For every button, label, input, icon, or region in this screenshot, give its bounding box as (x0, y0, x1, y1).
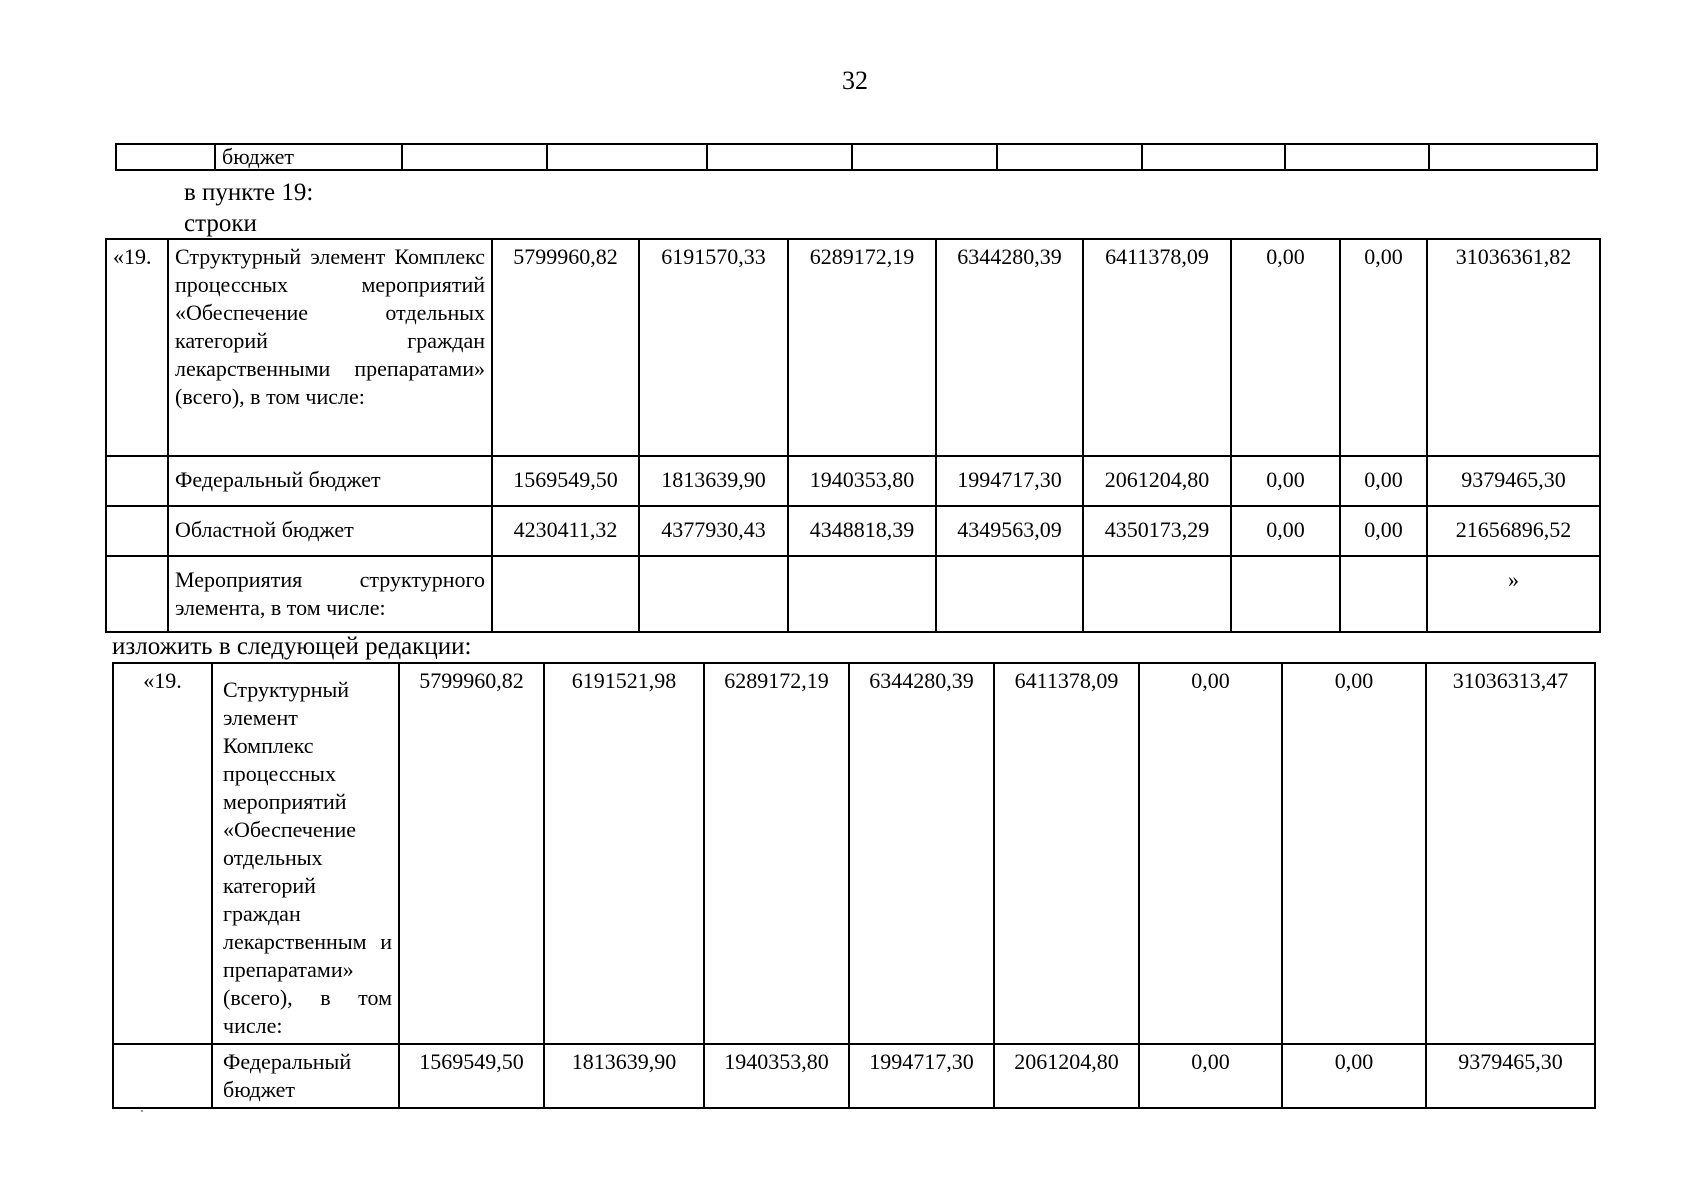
value-cell: 6289172,19 (788, 239, 936, 456)
continued-table (115, 143, 1598, 171)
value-cell: 0,00 (1340, 239, 1427, 456)
value-cell: 2061204,80 (994, 1044, 1139, 1108)
table-row (106, 556, 1600, 632)
row-number (106, 556, 168, 632)
value-cell: 4348818,39 (788, 506, 936, 556)
page-number: 32 (842, 66, 868, 95)
value-cell: 31036313,47 (1426, 663, 1595, 1044)
table-row (106, 506, 1600, 556)
table-old-version (105, 238, 1601, 633)
value-cell: 5799960,82 (399, 663, 544, 1044)
row-number (106, 506, 168, 556)
paragraph-new-edition: изложить в следующей редакции: (112, 633, 472, 660)
value-cell: 1569549,50 (492, 456, 639, 506)
value-cell (1340, 556, 1427, 632)
value-cell: 4377930,43 (639, 506, 788, 556)
row-number: «19. (113, 663, 212, 1044)
value-cell: 4230411,32 (492, 506, 639, 556)
value-cell: 9379465,30 (1427, 456, 1600, 506)
value-cell: 2061204,80 (1083, 456, 1231, 506)
row-description: Структурный элемент Комплекс процессных мероприятий «Обеспечение отдельных категорий граждан лекарственным и препаратами» (всего), в том числе: (212, 663, 399, 1044)
value-cell: 6344280,39 (936, 239, 1083, 456)
value-cell: 0,00 (1139, 1044, 1282, 1108)
value-cell: 6411378,09 (1083, 239, 1231, 456)
cell-label: бюджет (215, 144, 402, 170)
row-number (106, 456, 168, 506)
value-cell: 1569549,50 (399, 1044, 544, 1108)
value-cell: 0,00 (1282, 663, 1426, 1044)
value-cell: 6344280,39 (849, 663, 994, 1044)
value-cell: 1994717,30 (936, 456, 1083, 506)
row-number (113, 1044, 212, 1108)
row-description: Федеральный бюджет (212, 1044, 399, 1108)
row-description: Областной бюджет (168, 506, 492, 556)
closing-quote: » (1427, 556, 1600, 632)
table-new-version (112, 662, 1596, 1109)
value-cell (492, 556, 639, 632)
value-cell: 1940353,80 (788, 456, 936, 506)
row-description: Федеральный бюджет (168, 456, 492, 506)
value-cell: 0,00 (1340, 456, 1427, 506)
value-cell (1231, 556, 1340, 632)
row-description: Структурный элемент Комплекс процессных мероприятий «Обеспечение отдельных категорий граждан лекарственными препаратами» (всего), в том числе: (168, 239, 492, 456)
value-cell: 6191570,33 (639, 239, 788, 456)
row-description: Мероприятия структурного элемента, в том числе: (168, 556, 492, 632)
scan-artifact (141, 1110, 143, 1112)
value-cell: 1813639,90 (544, 1044, 704, 1108)
value-cell: 1940353,80 (704, 1044, 849, 1108)
value-cell: 0,00 (1139, 663, 1282, 1044)
value-cell: 0,00 (1231, 456, 1340, 506)
value-cell (639, 556, 788, 632)
value-cell: 6289172,19 (704, 663, 849, 1044)
value-cell: 1994717,30 (849, 1044, 994, 1108)
value-cell: 31036361,82 (1427, 239, 1600, 456)
value-cell: 0,00 (1231, 506, 1340, 556)
table-row (106, 239, 1600, 456)
value-cell (1083, 556, 1231, 632)
value-cell: 1813639,90 (639, 456, 788, 506)
table-row (113, 1044, 1595, 1108)
value-cell: 5799960,82 (492, 239, 639, 456)
value-cell: 21656896,52 (1427, 506, 1600, 556)
value-cell: 0,00 (1340, 506, 1427, 556)
value-cell: 4349563,09 (936, 506, 1083, 556)
value-cell: 9379465,30 (1426, 1044, 1595, 1108)
table-row (113, 663, 1595, 1044)
value-cell: 0,00 (1231, 239, 1340, 456)
table-row (106, 456, 1600, 506)
paragraph-point-19: в пункте 19: (184, 179, 314, 206)
value-cell: 6191521,98 (544, 663, 704, 1044)
value-cell: 6411378,09 (994, 663, 1139, 1044)
paragraph-lines: строки (184, 210, 257, 237)
value-cell (788, 556, 936, 632)
value-cell (936, 556, 1083, 632)
table-row (116, 144, 1597, 170)
value-cell: 4350173,29 (1083, 506, 1231, 556)
value-cell: 0,00 (1282, 1044, 1426, 1108)
row-number: «19. (106, 239, 168, 456)
